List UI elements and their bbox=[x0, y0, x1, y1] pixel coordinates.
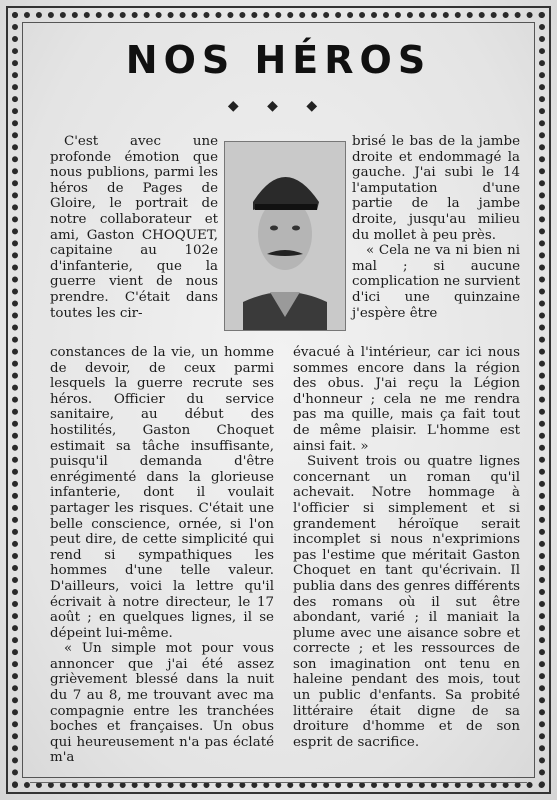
paragraph: « Un simple mot pour vous annoncer que j'ai été assez grièvement blessé dans la nuit du 7 au 8, me trouvant avec ma compagnie entre les tranchées boches et françaises. Un obus qui heureusement n'a pas éclaté m'a bbox=[50, 641, 274, 766]
paragraph: évacué à l'intérieur, car ici nous sommes encore dans la région des obus. J'ai reçu la Légion d'honneur ; cela ne me rendra pas ma quille, mais ça fait tout de même plaisir. L'homme est ainsi fait. » bbox=[293, 345, 520, 454]
paragraph: brisé le bas de la jambe droite et endommagé la gauche. J'ai subi le 14 l'amputation d'une partie de la jambe droite, jusqu'au milieu du mollet à peu près. bbox=[352, 134, 520, 243]
paragraph: constances de la vie, un homme de devoir, de ceux parmi lesquels la guerre recrute ses héros. Officier du service sanitaire, au début des hostilités, Gaston Choquet estimait sa tâche insuffisante, puisqu'il demanda d'être enrégimenté dans la glorieuse infanterie, dont il voulait partager les risques. C'était une belle conscience, ornée, si l'on peut dire, de cette simplicité qui rend si sympathiques les hommes d'une telle valeur. D'ailleurs, voici la lettre qu'il écrivait à notre directeur, le 17 août ; en quelques lignes, il se dépeint lui-même. bbox=[50, 345, 274, 641]
bottom-rule bbox=[30, 782, 527, 783]
ornament-divider: ◆ ◆ ◆ bbox=[227, 98, 330, 114]
page-title: NOS HÉROS bbox=[125, 38, 432, 82]
paragraph: C'est avec une profonde émotion que nous publions, parmi les héros de Pages de Gloire, le portrait de notre collaborateur et ami, Gaston CHOQUET, capitaine au 102e d'infanterie, que la guerre vient de nous prendre. C'était dans toutes les cir- bbox=[50, 134, 218, 321]
paragraph: « Cela ne va ni bien ni mal ; si aucune complication ne survient d'ici une quinzaine j'espère être bbox=[352, 243, 520, 321]
column-2-bottom bbox=[293, 345, 520, 750]
column-2-top bbox=[352, 134, 520, 321]
column-1-bottom bbox=[50, 345, 274, 766]
paragraph: Suivent trois ou quatre lignes concernant un roman qu'il achevait. Notre hommage à l'officier si simplement et si grandement héroïque serait incomplet si nous n'exprimions pas l'estime que méritait Gaston Choquet en tant qu'écrivain. Il publia dans des genres différents des romans où il sut être abondant, varié ; il maniait la plume avec une aisance sobre et correcte ; et les ressources de son imagination ont tenu en haleine pendant des mois, tout un public d'enfants. Sa probité littéraire était digne de sa droiture d'homme et de son esprit de sacrifice. bbox=[293, 454, 520, 750]
column-1-top bbox=[50, 134, 218, 321]
soldier-portrait-icon bbox=[225, 142, 345, 330]
portrait-photo bbox=[224, 141, 346, 331]
